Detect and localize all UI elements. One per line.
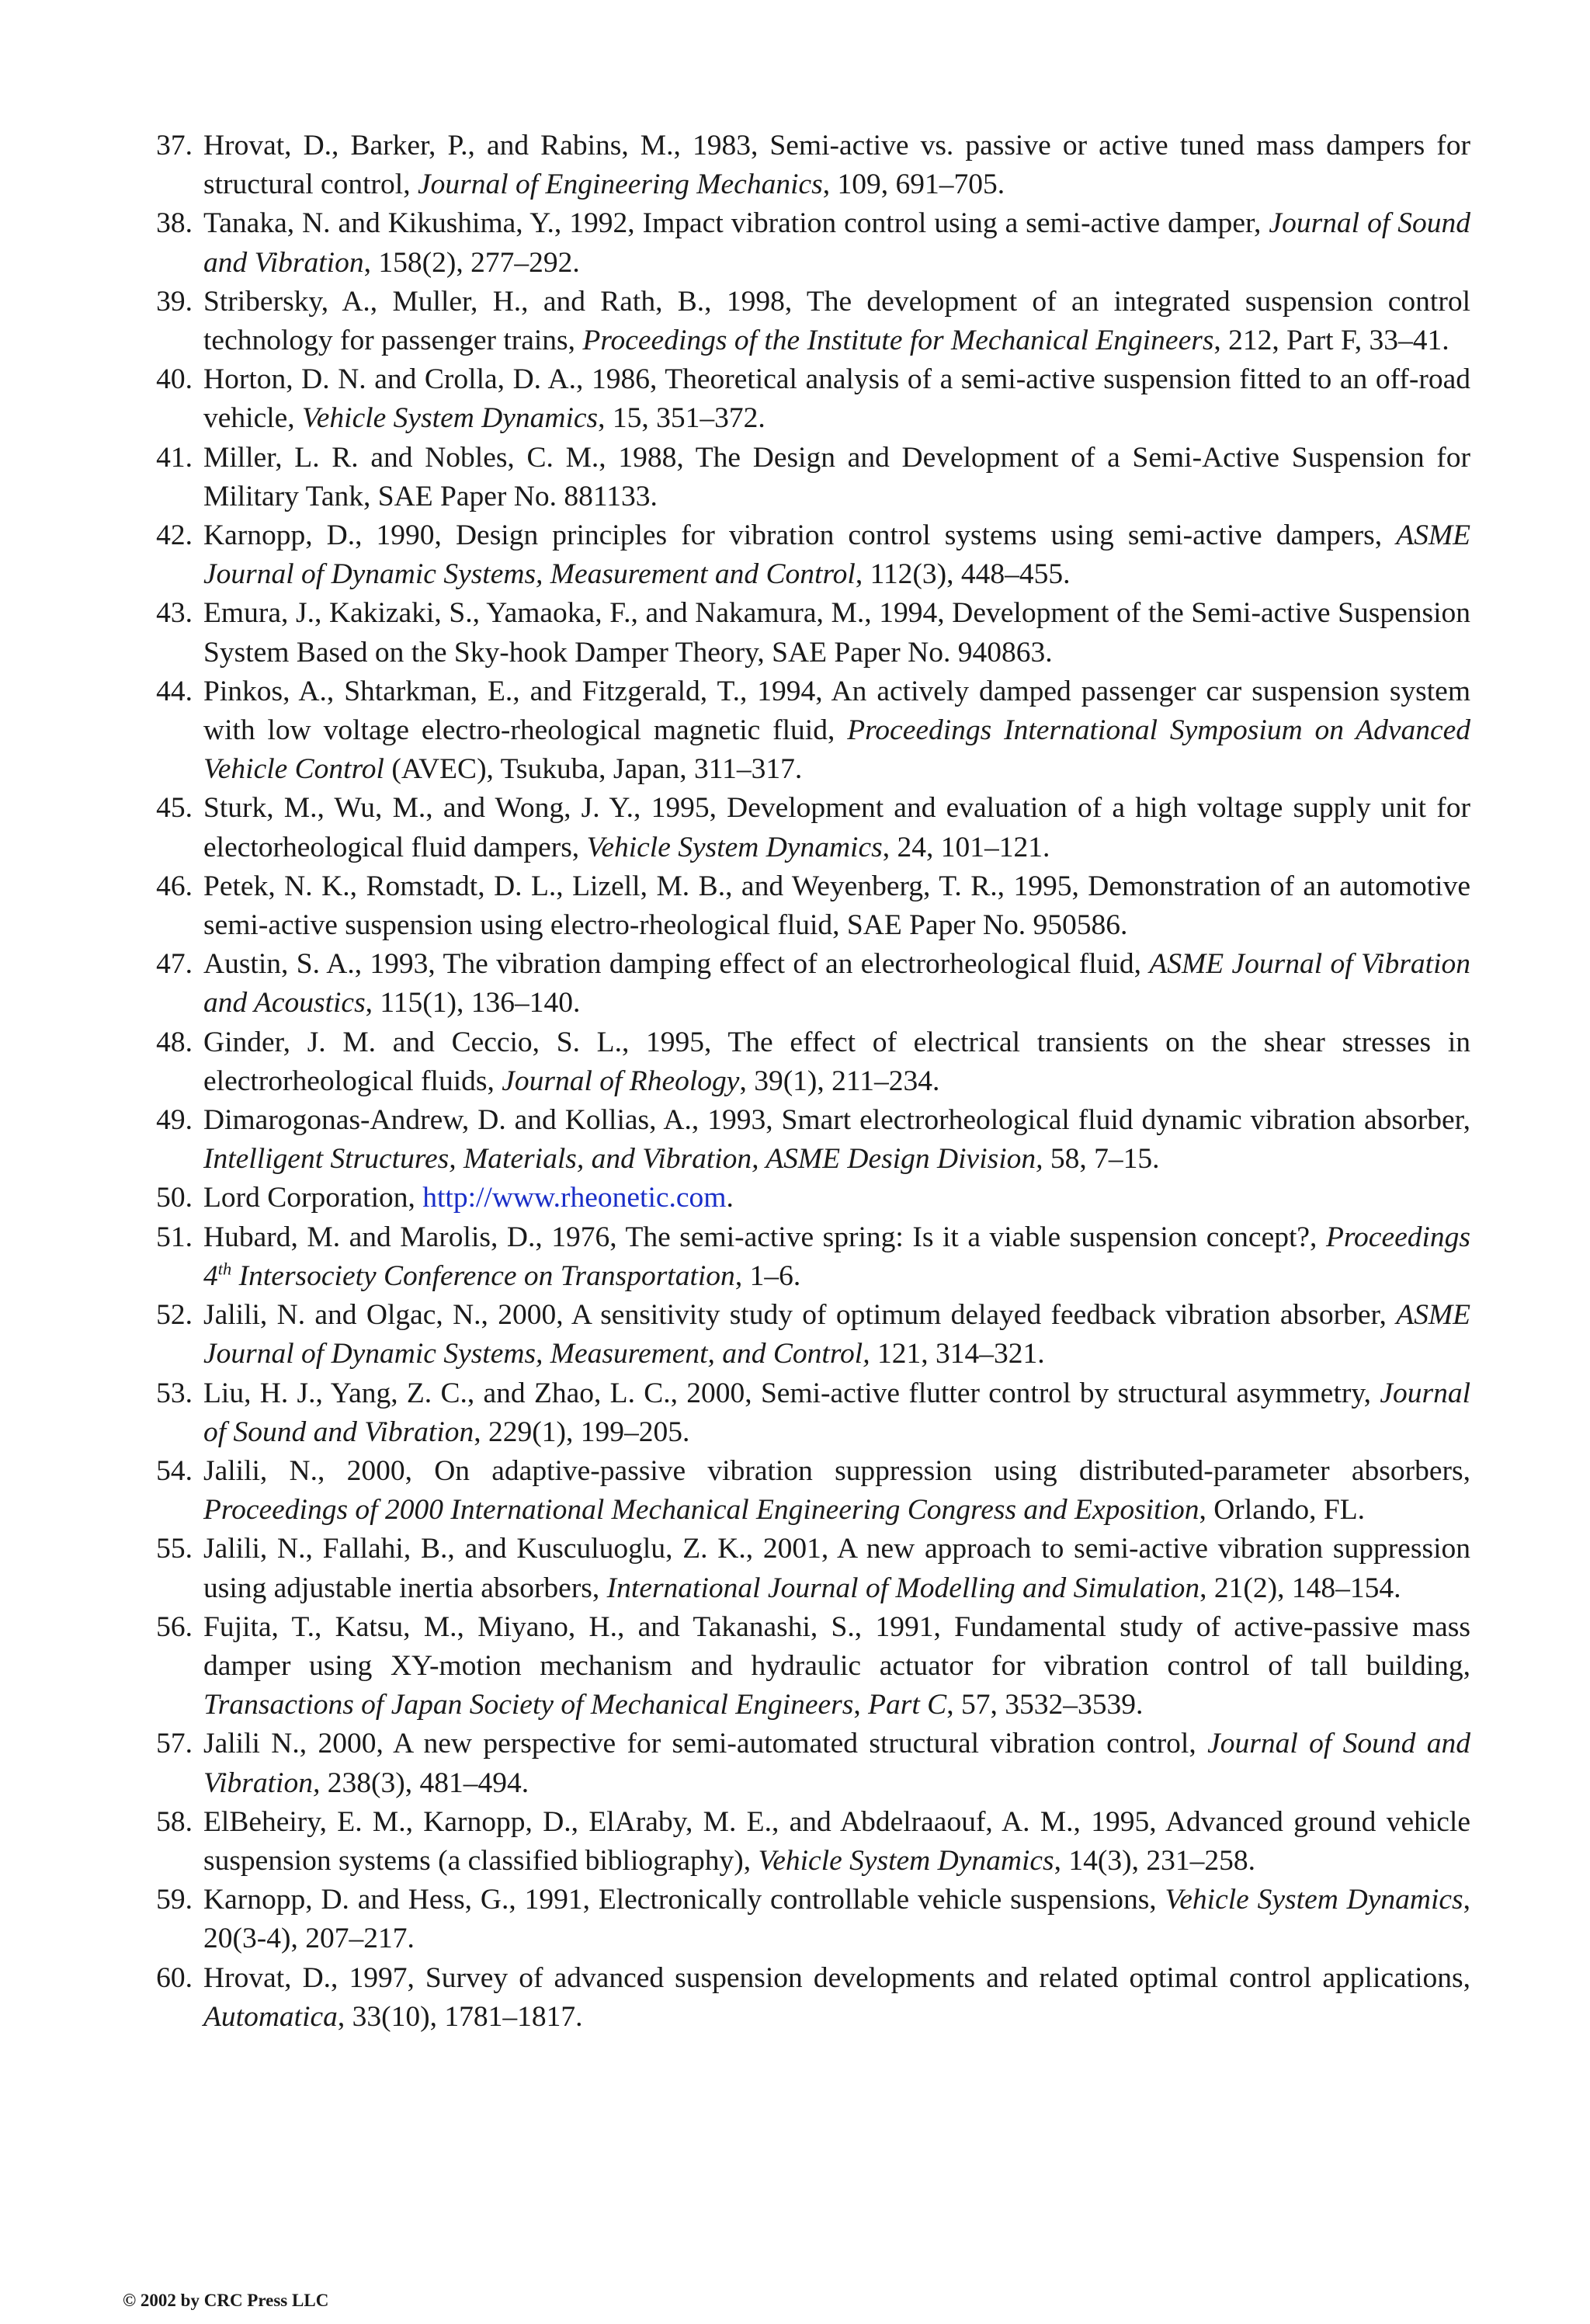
reference-number: 51. bbox=[156, 1221, 193, 1253]
reference-number: 40. bbox=[156, 363, 193, 396]
reference-segment: Jalili N., 2000, A new perspective for semi-automated structural vibration control, bbox=[203, 1728, 1208, 1760]
reference-number: 48. bbox=[156, 1026, 193, 1058]
reference-number: 44. bbox=[156, 675, 193, 707]
reference-text bbox=[203, 1179, 1470, 1218]
reference-text bbox=[203, 1101, 1470, 1179]
reference-item bbox=[138, 789, 1470, 867]
reference-italic-segment: Journal of Rheology bbox=[502, 1065, 740, 1097]
reference-text bbox=[203, 1023, 1470, 1101]
reference-item bbox=[138, 1803, 1470, 1881]
reference-segment: , bbox=[853, 1689, 869, 1721]
reference-text bbox=[203, 945, 1470, 1023]
reference-italic-segment: Proceedings 4 bbox=[203, 1221, 1470, 1292]
reference-item bbox=[138, 204, 1470, 282]
reference-segment: Hrovat, D., Barker, P., and Rabins, M., 1983, Semi-active vs. passive or active tuned mass dampers for structural control, bbox=[203, 130, 1470, 201]
reference-segment: , 33(10), 1781–1817. bbox=[337, 2000, 583, 2033]
reference-segment: Lord Corporation, bbox=[203, 1182, 423, 1214]
reference-superscript: th bbox=[217, 1259, 232, 1279]
reference-number: 37. bbox=[156, 130, 193, 162]
reference-italic-segment: Journal of Sound and Vibration bbox=[203, 1377, 1470, 1448]
reference-text bbox=[203, 1803, 1470, 1881]
reference-segment: Karnopp, D. and Hess, G., 1991, Electronically controllable vehicle suspensions, bbox=[203, 1884, 1165, 1916]
reference-segment: Liu, H. J., Yang, Z. C., and Zhao, L. C., 2000, Semi-active flutter control by structural asymmetry, bbox=[203, 1377, 1380, 1409]
reference-item bbox=[138, 1530, 1470, 1607]
reference-text bbox=[203, 283, 1470, 360]
reference-italic-segment: Vehicle System Dynamics bbox=[1165, 1884, 1463, 1916]
reference-italic-segment: ASME Journal of Dynamic Systems, Measurement, and Control, bbox=[203, 1299, 1470, 1370]
reference-item bbox=[138, 1218, 1470, 1296]
reference-item bbox=[138, 1179, 1470, 1218]
reference-segment: Miller, L. R. and Nobles, C. M., 1988, The Design and Development of a Semi-Active Suspension for Military Tank, SAE Paper No. 881133. bbox=[203, 441, 1470, 512]
reference-item bbox=[138, 1959, 1470, 2037]
reference-italic-segment: ASME Journal of Dynamic Systems, Measurement and Control bbox=[203, 519, 1470, 591]
reference-italic-segment: Proceedings of the Institute for Mechanical Engineers bbox=[582, 325, 1214, 357]
reference-italic-segment: Part C bbox=[868, 1689, 947, 1721]
reference-text bbox=[203, 1881, 1470, 1958]
reference-item bbox=[138, 439, 1470, 516]
reference-italic-segment: Journal of Sound and Vibration bbox=[203, 207, 1470, 279]
reference-item bbox=[138, 360, 1470, 438]
reference-item bbox=[138, 1881, 1470, 1958]
reference-segment: , 24, 101–121. bbox=[882, 831, 1050, 863]
reference-segment: Petek, N. K., Romstadt, D. L., Lizell, M. B., and Weyenberg, T. R., 1995, Demonstration of an automotive semi-active suspension using electro-rheological fluid, SAE Paper No. 950586. bbox=[203, 870, 1470, 942]
reference-text bbox=[203, 1374, 1470, 1452]
reference-segment: Emura, J., Kakizaki, S., Yamaoka, F., and Nakamura, M., 1994, Development of the Semi-active Suspension System Based on the Sky-hook Damper Theory, SAE Paper No. 940863. bbox=[203, 597, 1470, 669]
reference-segment: Pinkos, A., Shtarkman, E., and Fitzgerald, T., 1994, An actively damped passenger car suspension system with low voltage electro-rheological magnetic fluid, bbox=[203, 675, 1470, 747]
reference-number: 56. bbox=[156, 1610, 193, 1643]
reference-text bbox=[203, 594, 1470, 672]
reference-segment: Sturk, M., Wu, M., and Wong, J. Y., 1995, Development and evaluation of a high voltage supply unit for electorheological fluid dampers, bbox=[203, 792, 1470, 863]
reference-item bbox=[138, 127, 1470, 204]
reference-segment: , 112(3), 448–455. bbox=[855, 558, 1071, 591]
reference-text bbox=[203, 1959, 1470, 2037]
reference-segment: , 15, 351–372. bbox=[598, 402, 765, 435]
reference-segment: Dimarogonas-Andrew, D. and Kollias, A., 1993, Smart electrorheological fluid dynamic vibration absorber, bbox=[203, 1104, 1470, 1137]
reference-italic-segment: Proceedings of 2000 International Mechanical Engineering Congress and Exposition bbox=[203, 1494, 1199, 1527]
reference-segment: Horton, D. N. and Crolla, D. A., 1986, Theoretical analysis of a semi-active suspension fitted to an off-road vehicle, bbox=[203, 363, 1470, 435]
reference-number: 45. bbox=[156, 792, 193, 825]
reference-segment: ElBeheiry, E. M., Karnopp, D., ElAraby, M. E., and Abdelraaouf, A. M., 1995, Advanced ground vehicle suspension systems (a classified bibliography), bbox=[203, 1805, 1470, 1877]
reference-segment: , 57, 3532–3539. bbox=[946, 1689, 1144, 1721]
reference-italic-segment: Automatica bbox=[203, 2000, 338, 2033]
reference-text bbox=[203, 672, 1470, 790]
reference-italic-segment: ASME Journal of Vibration and Acoustics bbox=[203, 948, 1470, 1020]
reference-number: 43. bbox=[156, 597, 193, 630]
reference-italic-segment: Journal of Sound and Vibration, bbox=[203, 1728, 1471, 1799]
reference-number: 59. bbox=[156, 1884, 193, 1916]
reference-segment: , 39(1), 211–234. bbox=[739, 1065, 940, 1097]
reference-segment: Jalili, N. and Olgac, N., 2000, A sensitivity study of optimum delayed feedback vibration absorber, bbox=[203, 1299, 1397, 1332]
reference-segment: Jalili, N., Fallahi, B., and Kusculuoglu, Z. K., 2001, A new approach to semi-active vibration suppression using adjustable inertia absorbers, bbox=[203, 1533, 1470, 1604]
reference-item bbox=[138, 1725, 1470, 1802]
copyright-footer: © 2002 by CRC Press LLC bbox=[123, 2291, 329, 2310]
reference-text bbox=[203, 1296, 1470, 1374]
reference-segment: Stribersky, A., Muller, H., and Rath, B., 1998, The development of an integrated suspension control technology for passenger trains, bbox=[203, 285, 1470, 357]
reference-item bbox=[138, 594, 1470, 672]
reference-segment: , 14(3), 231–258. bbox=[1054, 1844, 1255, 1877]
reference-item bbox=[138, 867, 1470, 945]
reference-item bbox=[138, 1374, 1470, 1452]
reference-italic-segment: Intelligent Structures, Materials, and Vibration, ASME Design Division, bbox=[203, 1143, 1043, 1176]
reference-number: 58. bbox=[156, 1805, 193, 1838]
reference-text bbox=[203, 360, 1470, 438]
reference-item bbox=[138, 1452, 1470, 1530]
reference-italic-segment: Proceedings International Symposium on Advanced Vehicle Control bbox=[203, 714, 1471, 786]
reference-segment: , 229(1), 199–205. bbox=[474, 1416, 690, 1448]
reference-item bbox=[138, 1023, 1470, 1101]
reference-list bbox=[138, 127, 1470, 2037]
reference-italic-segment: Journal of Engineering Mechanics bbox=[417, 168, 823, 201]
reference-italic-segment: Transactions of Japan Society of Mechanical Engineers bbox=[203, 1689, 854, 1721]
reference-italic-segment: Vehicle System Dynamics bbox=[586, 831, 883, 863]
reference-segment: (AVEC), Tsukuba, Japan, 311–317. bbox=[384, 753, 803, 786]
reference-text bbox=[203, 439, 1470, 516]
reference-text bbox=[203, 204, 1470, 282]
reference-number: 47. bbox=[156, 948, 193, 981]
reference-item bbox=[138, 516, 1470, 594]
reference-segment: , 1–6. bbox=[734, 1259, 801, 1292]
reference-italic-segment: International Journal of Modelling and Simulation bbox=[606, 1572, 1200, 1604]
reference-segment: Hrovat, D., 1997, Survey of advanced suspension developments and related optimal control applications, bbox=[203, 1961, 1470, 1994]
reference-text bbox=[203, 1218, 1470, 1296]
reference-segment: Ginder, J. M. and Ceccio, S. L., 1995, The effect of electrical transients on the shear stresses in electrorheological fluids, bbox=[203, 1026, 1470, 1097]
reference-number: 54. bbox=[156, 1454, 193, 1487]
reference-number: 55. bbox=[156, 1533, 193, 1565]
reference-segment: Karnopp, D., 1990, Design principles for vibration control systems using semi-active dampers, bbox=[203, 519, 1397, 552]
reference-number: 38. bbox=[156, 207, 193, 240]
reference-segment: Fujita, T., Katsu, M., Miyano, H., and Takanashi, S., 1991, Fundamental study of active-passive mass damper using XY-motion mechanism and hydraulic actuator for vibration control of tall building, bbox=[203, 1610, 1470, 1682]
reference-segment: , 158(2), 277–292. bbox=[363, 246, 580, 279]
reference-item bbox=[138, 945, 1470, 1023]
reference-number: 49. bbox=[156, 1104, 193, 1137]
reference-segment: , 20(3-4), 207–217. bbox=[203, 1884, 1470, 1955]
reference-segment: 121, 314–321. bbox=[870, 1338, 1045, 1370]
reference-number: 50. bbox=[156, 1182, 193, 1214]
reference-number: 42. bbox=[156, 519, 193, 552]
reference-segment: , 109, 691–705. bbox=[822, 168, 1005, 201]
reference-text bbox=[203, 867, 1470, 945]
reference-italic-segment: Intersociety Conference on Transportation bbox=[231, 1259, 735, 1292]
reference-segment: , 21(2), 148–154. bbox=[1199, 1572, 1401, 1604]
reference-text bbox=[203, 516, 1470, 594]
reference-number: 60. bbox=[156, 1961, 193, 1994]
reference-segment: , Orlando, FL. bbox=[1199, 1494, 1365, 1527]
reference-item bbox=[138, 283, 1470, 360]
reference-number: 53. bbox=[156, 1377, 193, 1409]
reference-segment: Hubard, M. and Marolis, D., 1976, The semi-active spring: Is it a viable suspension concept?, bbox=[203, 1221, 1326, 1253]
reference-number: 57. bbox=[156, 1728, 193, 1760]
reference-text bbox=[203, 1530, 1470, 1607]
reference-segment: Jalili, N., 2000, On adaptive-passive vibration suppression using distributed-parameter absorbers, bbox=[203, 1454, 1470, 1487]
reference-segment: , 212, Part F, 33–41. bbox=[1213, 325, 1449, 357]
reference-item bbox=[138, 1608, 1470, 1725]
reference-italic-segment: Vehicle System Dynamics bbox=[302, 402, 599, 435]
reference-text bbox=[203, 127, 1470, 204]
reference-text bbox=[203, 1452, 1470, 1530]
reference-italic-segment: Vehicle System Dynamics bbox=[758, 1844, 1054, 1877]
reference-segment: 58, 7–15. bbox=[1043, 1143, 1160, 1176]
reference-segment: 238(3), 481–494. bbox=[320, 1766, 529, 1799]
reference-item bbox=[138, 672, 1470, 790]
reference-item bbox=[138, 1296, 1470, 1374]
reference-text bbox=[203, 1608, 1470, 1725]
reference-number: 39. bbox=[156, 285, 193, 318]
reference-segment: . bbox=[726, 1182, 734, 1214]
reference-link[interactable]: http://www.rheonetic.com bbox=[422, 1182, 727, 1214]
reference-text bbox=[203, 789, 1470, 867]
reference-number: 41. bbox=[156, 441, 193, 474]
reference-item bbox=[138, 1101, 1470, 1179]
reference-segment: , 115(1), 136–140. bbox=[365, 987, 581, 1020]
reference-number: 52. bbox=[156, 1299, 193, 1332]
reference-text bbox=[203, 1725, 1470, 1802]
reference-segment: Tanaka, N. and Kikushima, Y., 1992, Impact vibration control using a semi-active damper, bbox=[203, 207, 1269, 240]
reference-number: 46. bbox=[156, 870, 193, 902]
reference-segment: Austin, S. A., 1993, The vibration damping effect of an electrorheological fluid, bbox=[203, 948, 1150, 981]
